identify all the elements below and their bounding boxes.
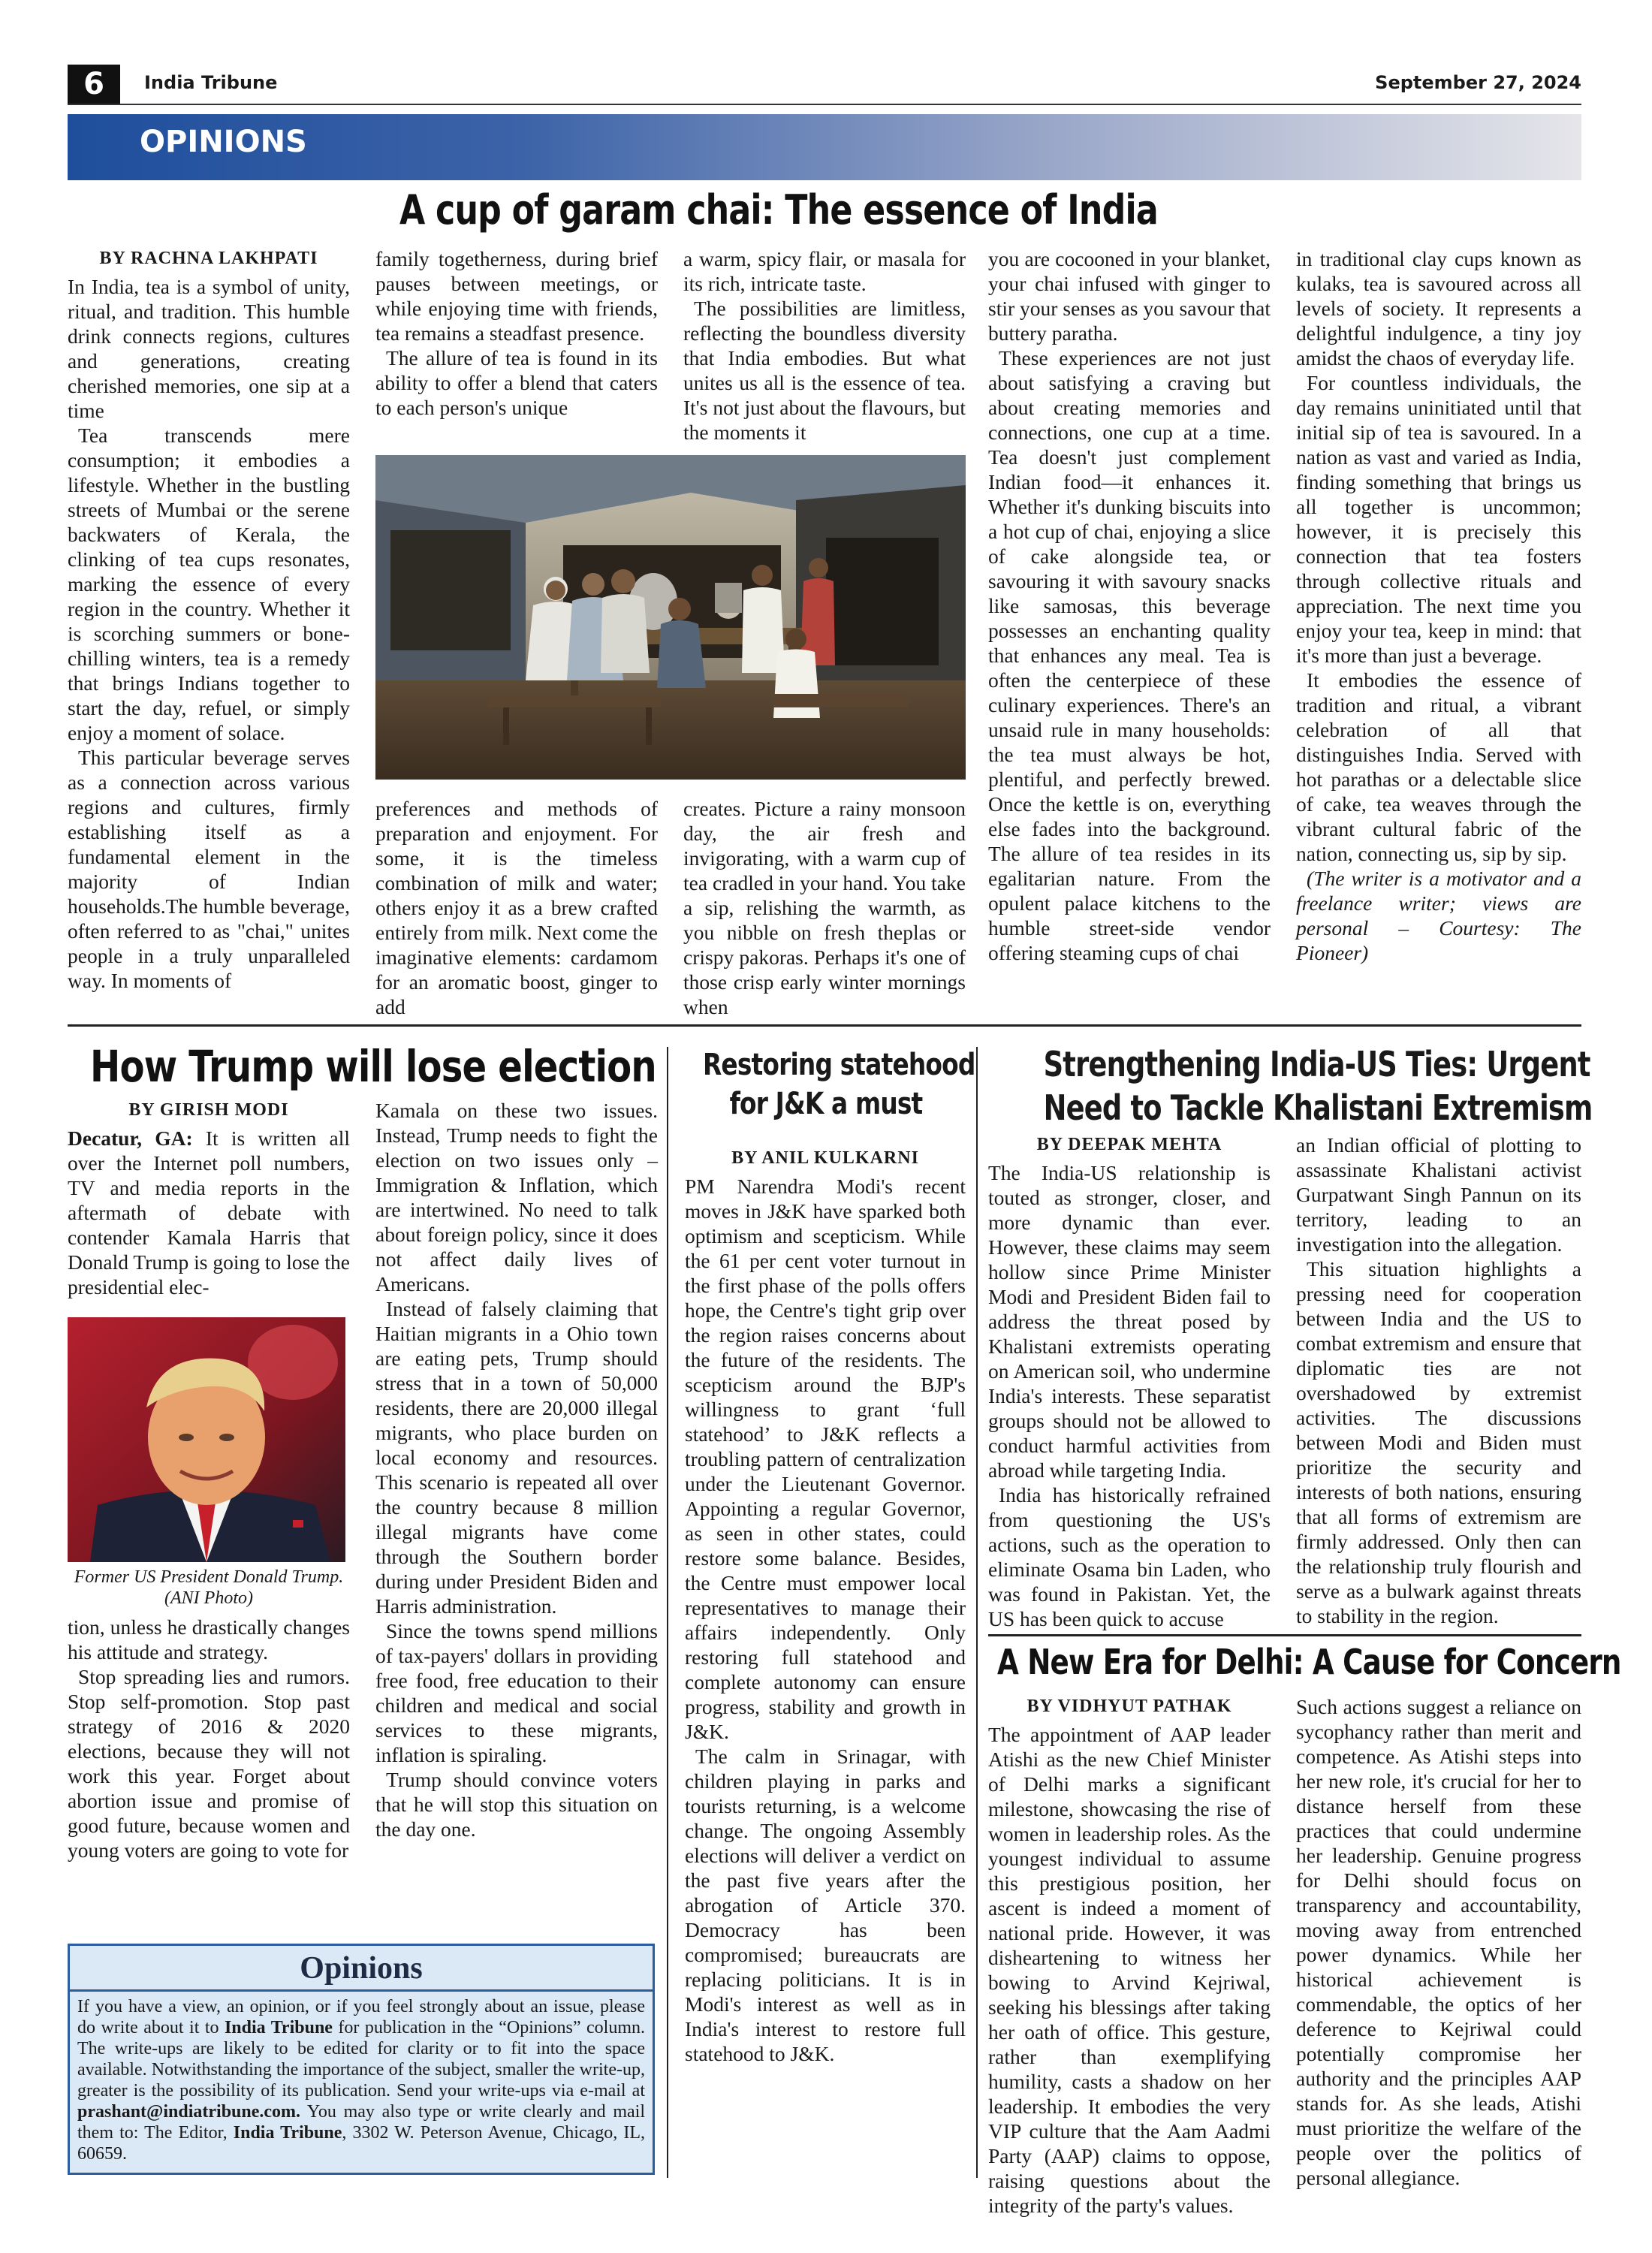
trump-col1-text: It is written all over the Internet poll numbers, TV and media reports in the aftermath of debate with contender Kamala Harris that Donald Trump is going to lose the presidential elec- bbox=[68, 1126, 351, 1298]
usindia-bottom-rule bbox=[988, 1634, 1581, 1636]
header-rule bbox=[68, 104, 1581, 105]
chai-column-3-top bbox=[683, 246, 966, 449]
usindia-headline-line-2: Need to Tackle Khalistani Extremism bbox=[1043, 1087, 1593, 1128]
rule-trump-jk bbox=[667, 1047, 668, 2178]
chai-col1-p2: Tea transcends mere consumption; it embodies a lifestyle. Whether in the bustling streets of Mumbai or the serene backwaters of Kerala, the clinking of tea cups resonates, marking the essence of every region in the country. Whether it is scorching summers or bone-chilling winters, tea is a remedy that brings Indians together to start the day, refuel, or simply enjoy a moment of solace. bbox=[68, 424, 350, 744]
delhi-column-2 bbox=[1296, 1694, 1581, 2189]
chai-col3-p2: The possibilities are limitless, reflecting the boundless diversity that India embodies. But what unites us all is the essence of tea. It's not just about the flavours, but the moments it bbox=[683, 297, 966, 444]
section-bar bbox=[68, 114, 1581, 180]
delhi-col1-p1: The appointment of AAP leader Atishi as the new Chief Minister of Delhi marks a significant milestone, showcasing the rise of women in leadership roles. As the youngest individual to assume this prestigious position, her ascent is indeed a moment of national pride. However, it was disheartening to witness her bowing to Arvind Kejriwal, seeking his blessings after taking her oath of office. This gesture, rather than exemplifying humility, casts a shadow on her leadership. It embodies the very VIP culture that the Aam Aadmi Party (AAP) claims to oppose, raising questions about the integrity of the party's values. bbox=[988, 1723, 1271, 2217]
section-title: OPINIONS bbox=[140, 125, 307, 159]
trump-col2-p1: Kamala on these two issues. Instead, Trump needs to fight the election on two issues only – Immigration & Inflation, which are intertwined. No need to talk about foreign policy, since it does not affect daily lives of Americans. bbox=[375, 1099, 658, 1295]
opinions-box-text bbox=[70, 1996, 653, 2164]
chai-col2-p2: The allure of tea is found in its ability to offer a blend that caters to each person's unique bbox=[375, 346, 658, 419]
trump-byline: BY GIRISH MODI bbox=[128, 1100, 289, 1120]
jk-column bbox=[685, 1146, 966, 2176]
trump-headline: How Trump will lose election bbox=[90, 1041, 656, 1092]
opinions-text-3: You may also type or write clearly and mail them to: The Editor, bbox=[77, 2102, 645, 2143]
chai-col4-p2: These experiences are not just about satisfying a craving but about creating memories and connections, one cup at a time. Tea doesn't just complement Indian food—it enhances it. Whether it's dunking biscuits into a hot cup of chai, enjoying a slice of cake alongside tea, or savouring it with savoury snacks like samosas, this beverage possesses an enchanting quality that enhances any meal. Tea is often the centerpiece of these culinary experiences. There's an unsaid rule in many households: the tea must always be hot, plentiful, and perfectly brewed. Once the kettle is on, everything else fades into the background. The allure of tea resides in its egalitarian nature. From the opulent palace kitchens to the humble street-side vendor offering steaming cups of chai bbox=[988, 346, 1271, 964]
chai-column-1 bbox=[68, 246, 350, 1018]
chai-col4-p1: you are cocooned in your blanket, your chai infused with ginger to stir your senses as you savour that buttery paratha. bbox=[988, 247, 1271, 345]
jk-headline bbox=[676, 1045, 976, 1123]
chai-col3-p3: creates. Picture a rainy monsoon day, the air fresh and invigorating, with a warm cup of tea cradled in your hand. You take a sip, relishing the warmth, as you nibble on fresh theplas or crispy pakoras. Perhaps it's one of those crisp early winter mornings when bbox=[683, 797, 966, 1018]
trump-column-2 bbox=[375, 1098, 658, 1932]
jk-byline: BY ANIL KULKARNI bbox=[731, 1148, 919, 1168]
chai-col2-p3: preferences and methods of preparation and enjoyment. For some, it is the timeless combination of milk and water; others enjoy it as a brew crafted entirely from milk. Next come the imaginative elements: cardamom for an aromatic boost, ginger to add bbox=[375, 797, 658, 1018]
usindia-column-1 bbox=[988, 1133, 1271, 1628]
trump-col1-p3: Stop spreading lies and rumors. Stop self-promotion. Stop past strategy of 2016 & 2020 elections, because they will not work this year. Forget about abortion issue and promise of good future, because women and young voters are going to vote for bbox=[68, 1665, 350, 1862]
opinions-box bbox=[68, 1944, 655, 2175]
page-number-box bbox=[68, 65, 120, 104]
chai-col2-p1: family togetherness, during brief pauses between meetings, or while enjoying time with friends, tea remains a steadfast presence. bbox=[375, 247, 658, 345]
usindia-headline bbox=[984, 1042, 1593, 1130]
opinions-text-1: If you have a view, an opinion, or if you feel strongly about an issue, please do write about it to bbox=[77, 1997, 645, 2037]
chai-col1-p3: This particular beverage serves as a connection across various regions and cultures, firmly establishing itself as a fundamental element in the majority of Indian households.The humble beverage, often referred to as "chai," unites people in a truly unparalleled way. In moments of bbox=[68, 746, 350, 992]
opinions-box-divider bbox=[70, 1989, 653, 1992]
delhi-column-1 bbox=[988, 1694, 1271, 2217]
trump-column-1-top bbox=[68, 1098, 350, 1305]
jk-headline-line-2: for J&K a must bbox=[729, 1087, 923, 1121]
chai-bottom-rule bbox=[68, 1024, 1581, 1027]
delhi-headline: A New Era for Delhi: A Cause for Concern bbox=[997, 1642, 1621, 1682]
issue-date: September 27, 2024 bbox=[1375, 72, 1581, 93]
trump-col1-p2: tion, unless he drastically changes his attitude and strategy. bbox=[68, 1615, 350, 1663]
usindia-col1-p1: The India-US relationship is touted as stronger, closer, and more dynamic than ever. However, these claims may seem hollow since Prime Minister Modi and President Biden fail to address the threat posed by Khalistani extremists operating on American soil, who undermine India's interests. These separatist groups should not be allowed to conduct harmful activities from abroad while targeting India. bbox=[988, 1161, 1271, 1482]
trump-col1-p1 bbox=[68, 1126, 350, 1299]
chai-writer-note: (The writer is a motivator and a freelance writer; views are personal – Courtesy: The Pioneer) bbox=[1296, 867, 1581, 964]
usindia-headline-line-1: Strengthening India-US Ties: Urgent bbox=[1043, 1044, 1590, 1084]
trump-column-1-bottom bbox=[68, 1615, 350, 1930]
jk-p1: PM Narendra Modi's recent moves in J&K have sparked both optimism and scepticism. While the 61 per cent voter turnout in the first phase of the polls offers hope, the Centre's tight grip over the region raises concerns about the future of the residents. The scepticism around the BJP's willingness to grant ‘full statehood’ to J&K reflects a troubling pattern of centralization under the Lieutenant Governor. Appointing a regular Governor, as seen in other states, could restore some balance. Besides, the Centre must empower local representatives to manage their affairs independently. Only restoring full statehood and complete autonomy can ensure progress, stability and growth in J&K. bbox=[685, 1175, 966, 1743]
chai-column-2-top bbox=[375, 246, 658, 449]
chai-column-2-bottom bbox=[375, 796, 658, 1018]
usindia-col1-p2: India has historically refrained from questioning the US's actions, such as the operation to eliminate Osama bin Laden, who was found in Pakistan. Yet, the US has been quick to accuse bbox=[988, 1483, 1271, 1630]
trump-photo bbox=[68, 1317, 345, 1562]
chai-stall-photo bbox=[375, 455, 966, 780]
chai-column-3-bottom bbox=[683, 796, 966, 1018]
page-number: 6 bbox=[83, 67, 104, 101]
chai-stall-photo-illustration bbox=[375, 455, 966, 780]
trump-col2-p3: Since the towns spend millions of tax-payers' dollars in providing free food, free education to their children and medical and social services to these migrants, inflation is spiraling. bbox=[375, 1619, 658, 1766]
usindia-col2-p1: an Indian official of plotting to assassinate Khalistani activist Gurpatwant Singh Pannun on its territory, leading to an investigation into the allegation. bbox=[1296, 1133, 1581, 1256]
opinions-email[interactable]: prashant@indiatribune.com. bbox=[77, 2102, 301, 2122]
chai-column-4 bbox=[988, 246, 1271, 1018]
trump-col2-p4: Trump should convince voters that he will stop this situation on the day one. bbox=[375, 1768, 658, 1841]
chai-headline: A cup of garam chai: The essence of India bbox=[399, 186, 1158, 234]
jk-headline-line-1: Restoring statehood bbox=[703, 1048, 975, 1082]
opinions-box-title: Opinions bbox=[300, 1951, 423, 1986]
opinions-text-4: , 3302 W. Peterson Avenue, Chicago, IL, 60659. bbox=[77, 2123, 645, 2164]
trump-col2-p2: Instead of falsely claiming that Haitian migrants in a Ohio town are eating pets, Trump should stress that in a town of 50,000 residents, there are 20,000 illegal migrants, who place burden on local economy and resources. This scenario is repeated all over the country because 8 million illegal migrants have come through the Southern border during under President Biden and Harris administration. bbox=[375, 1297, 658, 1618]
usindia-col2-p2: This situation highlights a pressing need for cooperation between India and the US to combat extremism and ensure that diplomatic ties are not overshadowed by extremist activities. The discussions between Modi and Biden must prioritize the security and interests of both nations, ensuring that all forms of extremism are firmly addressed. Only then can the relationship truly flourish and serve as a bulwark against threats to stability in the region. bbox=[1296, 1257, 1581, 1627]
delhi-col2-p1: Such actions suggest a reliance on sycophancy rather than merit and competence. As Atishi steps into her new role, it's crucial for her to distance herself from these practices that could undermine her leadership. Genuine progress for Delhi should focus on transparency and accountability, moving away from entrenched power dynamics. While her historical achievement is commendable, the optics of her deference to Kejriwal could potentially compromise her authority and the principles AAP stands for. As she leads, Atishi must prioritize the welfare of the people over the politics of personal allegiance. bbox=[1296, 1695, 1581, 2189]
trump-photo-illustration bbox=[68, 1317, 345, 1562]
opinions-pub-name-2: India Tribune bbox=[233, 2123, 342, 2143]
chai-col5-p3: It embodies the essence of tradition and ritual, a vibrant celebration of all that distinguishes India. Served with hot parathas or a delectable slice of cake, tea weaves through the vibrant cultural fabric of the nation, connecting us, sip by sip. bbox=[1296, 668, 1581, 865]
jk-p2: The calm in Srinagar, with children playing in parks and tourists returning, is a welcome change. The ongoing Assembly elections will deliver a verdict on the past five years after the abrogation of Article 370. Democracy has been compromised; bureaucrats are replacing politicians. It is in Modi's interest as well as in India's interest to restore full statehood to J&K. bbox=[685, 1745, 966, 2065]
chai-byline: BY RACHNA LAKHPATI bbox=[99, 249, 318, 268]
usindia-byline: BY DEEPAK MEHTA bbox=[1036, 1135, 1222, 1154]
delhi-byline: BY VIDHYUT PATHAK bbox=[1026, 1697, 1232, 1716]
chai-column-5 bbox=[1296, 246, 1581, 1018]
usindia-column-2 bbox=[1296, 1133, 1581, 1628]
chai-col5-p2: For countless individuals, the day remains uninitiated until that initial sip of tea is savoured. In a nation as vast and varied as India, finding something that brings us all together is uncommon; however, it is precisely this connection that tea fosters through collective rituals and appreciation. The next time you enjoy your tea, keep in mind: that it's more than just a beverage. bbox=[1296, 371, 1581, 667]
chai-col5-p1: in traditional clay cups known as kulaks, tea is savoured across all levels of society. It represents a delightful indulgence, a tiny joy amidst the chaos of everyday life. bbox=[1296, 247, 1581, 369]
chai-col1-p1: In India, tea is a symbol of unity, ritual, and tradition. This humble drink connects regions, cultures and generations, creating cherished memories, one sip at a time bbox=[68, 275, 350, 422]
publication-name: India Tribune bbox=[144, 72, 278, 93]
trump-photo-caption: Former US President Donald Trump. (ANI Photo) bbox=[74, 1567, 344, 1608]
opinions-text-2: for publication in the “Opinions” column. The write-ups are likely to be edited for clarity or to fit into the space available. Notwithstanding the importance of the subject, smaller the write-up, greater is the possibility of its publication. Send your write-ups via e-mail at bbox=[77, 2018, 646, 2101]
chai-col3-p1: a warm, spicy flair, or masala for its rich, intricate taste. bbox=[683, 247, 966, 295]
rule-jk-usindia bbox=[976, 1047, 978, 2178]
opinions-pub-name: India Tribune bbox=[224, 2018, 333, 2037]
trump-dateline: Decatur, GA: bbox=[68, 1126, 193, 1150]
